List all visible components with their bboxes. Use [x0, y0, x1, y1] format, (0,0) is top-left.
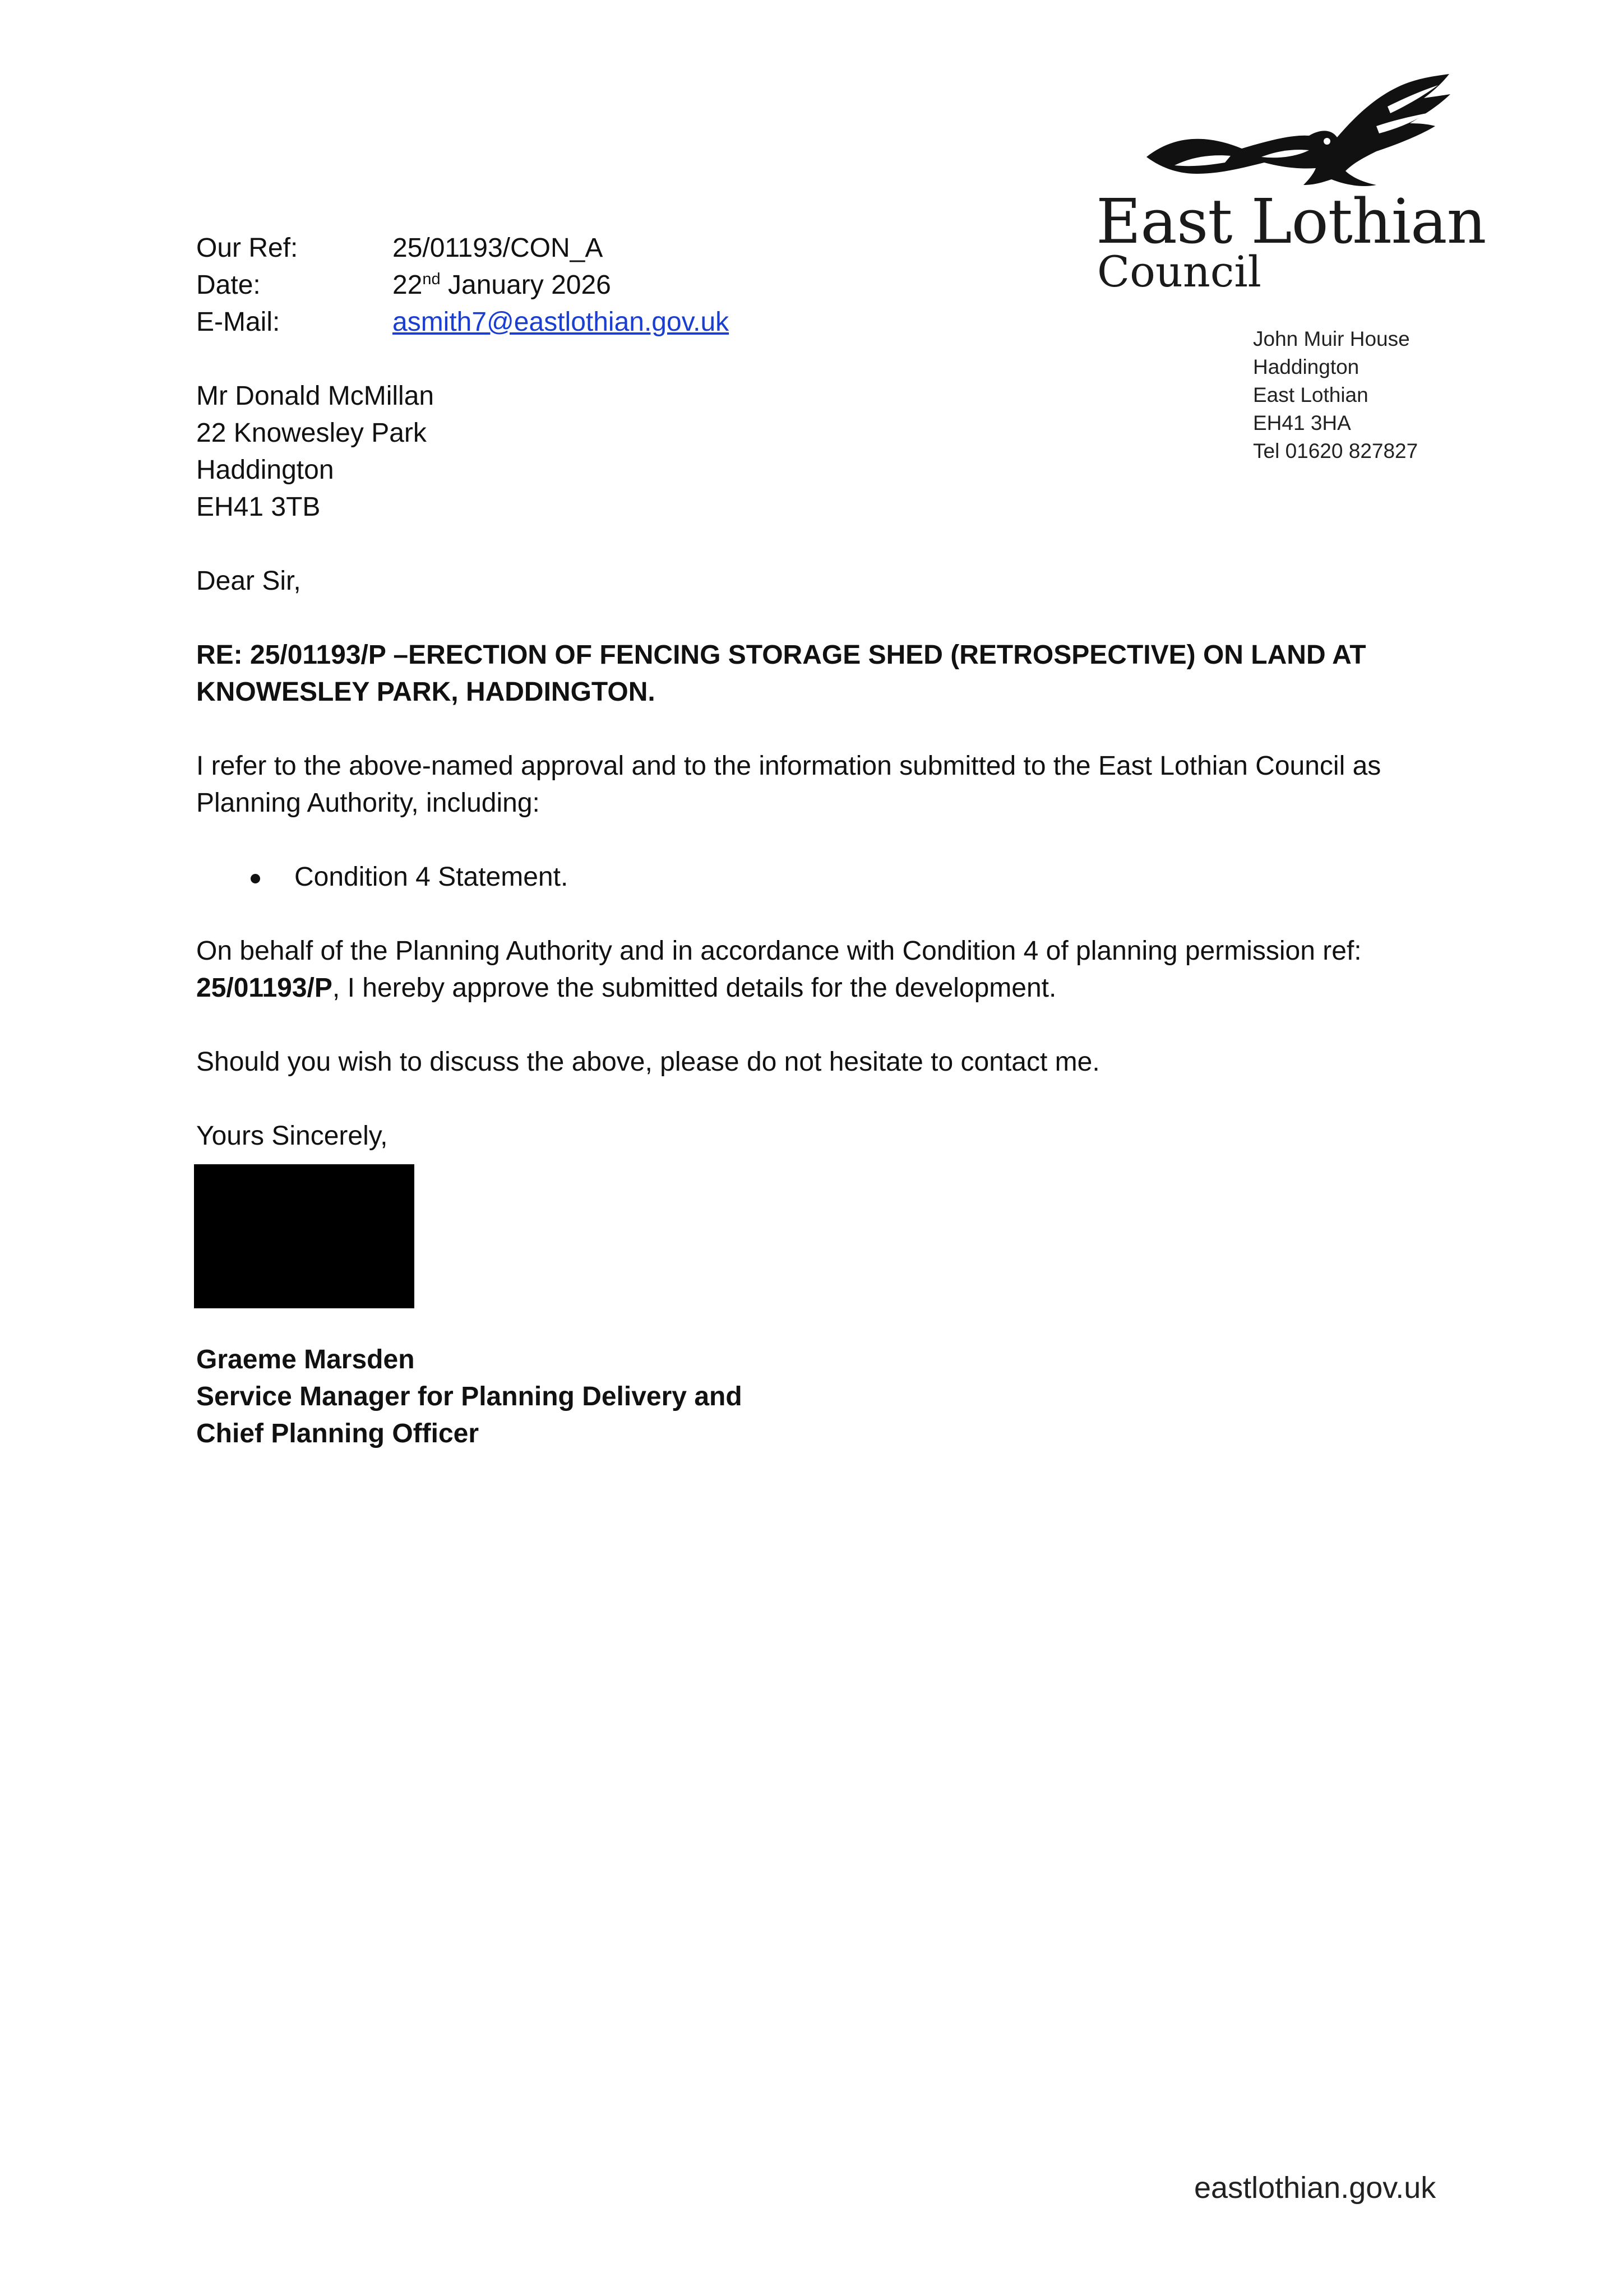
date-suffix: nd [422, 270, 441, 288]
signatory-block [196, 1341, 742, 1452]
signatory-title-line1: Service Manager for Planning Delivery and [196, 1382, 742, 1411]
approval-text-start: On behalf of the Planning Authority and in accordance with Condition 4 of planning permission ref: [196, 936, 1362, 966]
email-label: E-Mail: [196, 307, 280, 337]
subject-line: RE: 25/01193/P –ERECTION OF FENCING STORAGE SHED (RETROSPECTIVE) ON LAND AT KNOWESLEY PARK, HADDINGTON. [196, 640, 1366, 707]
contact-paragraph: Should you wish to discuss the above, please do not hesitate to contact me. [196, 1047, 1100, 1077]
recipient-postcode: EH41 3TB [196, 492, 321, 522]
office-address-line: East Lothian [1253, 383, 1368, 406]
office-address-line: EH41 3HA [1253, 411, 1351, 434]
letter-body [196, 230, 1458, 1155]
list-item-text: Condition 4 Statement. [294, 862, 568, 892]
date-rest: January 2026 [440, 270, 611, 300]
recipient-town: Haddington [196, 455, 334, 485]
closing: Yours Sincerely, [196, 1121, 388, 1151]
approval-text-end: , I hereby approve the submitted details for the development. [332, 973, 1057, 1003]
date-label: Date: [196, 270, 261, 300]
footer-website: eastlothian.gov.uk [1194, 2171, 1436, 2205]
recipient-address [196, 378, 1458, 526]
bullet-icon [251, 874, 260, 883]
submitted-documents-list [196, 859, 1458, 896]
office-address-line: Haddington [1253, 355, 1360, 378]
our-ref-row [196, 230, 1458, 267]
date-value [392, 267, 611, 304]
our-ref-label: Our Ref: [196, 233, 298, 263]
our-ref-value: 25/01193/CON_A [392, 233, 603, 263]
list-item [196, 859, 1458, 896]
logo-council-text: Council [1097, 247, 1261, 297]
logo-name-text: East Lothian [1096, 186, 1486, 257]
email-link[interactable]: asmith7@eastlothian.gov.uk [392, 307, 729, 337]
office-telephone: Tel 01620 827827 [1253, 439, 1418, 462]
approval-ref: 25/01193/P [196, 973, 332, 1003]
signatory-title-line2: Chief Planning Officer [196, 1419, 479, 1448]
recipient-street: 22 Knowesley Park [196, 418, 427, 448]
office-address-line: John Muir House [1253, 327, 1410, 350]
email-row [196, 304, 1458, 341]
eagle-logo-icon [1141, 73, 1455, 196]
redacted-signature [194, 1164, 414, 1308]
signatory-name: Graeme Marsden [196, 1345, 415, 1374]
intro-paragraph: I refer to the above-named approval and to the information submitted to the East Lothian Council as Planning Authority, including: [196, 751, 1381, 818]
recipient-name: Mr Donald McMillan [196, 381, 434, 411]
date-day: 22 [392, 270, 423, 300]
approval-paragraph [196, 933, 1458, 1007]
salutation: Dear Sir, [196, 566, 301, 596]
date-row [196, 267, 1458, 304]
